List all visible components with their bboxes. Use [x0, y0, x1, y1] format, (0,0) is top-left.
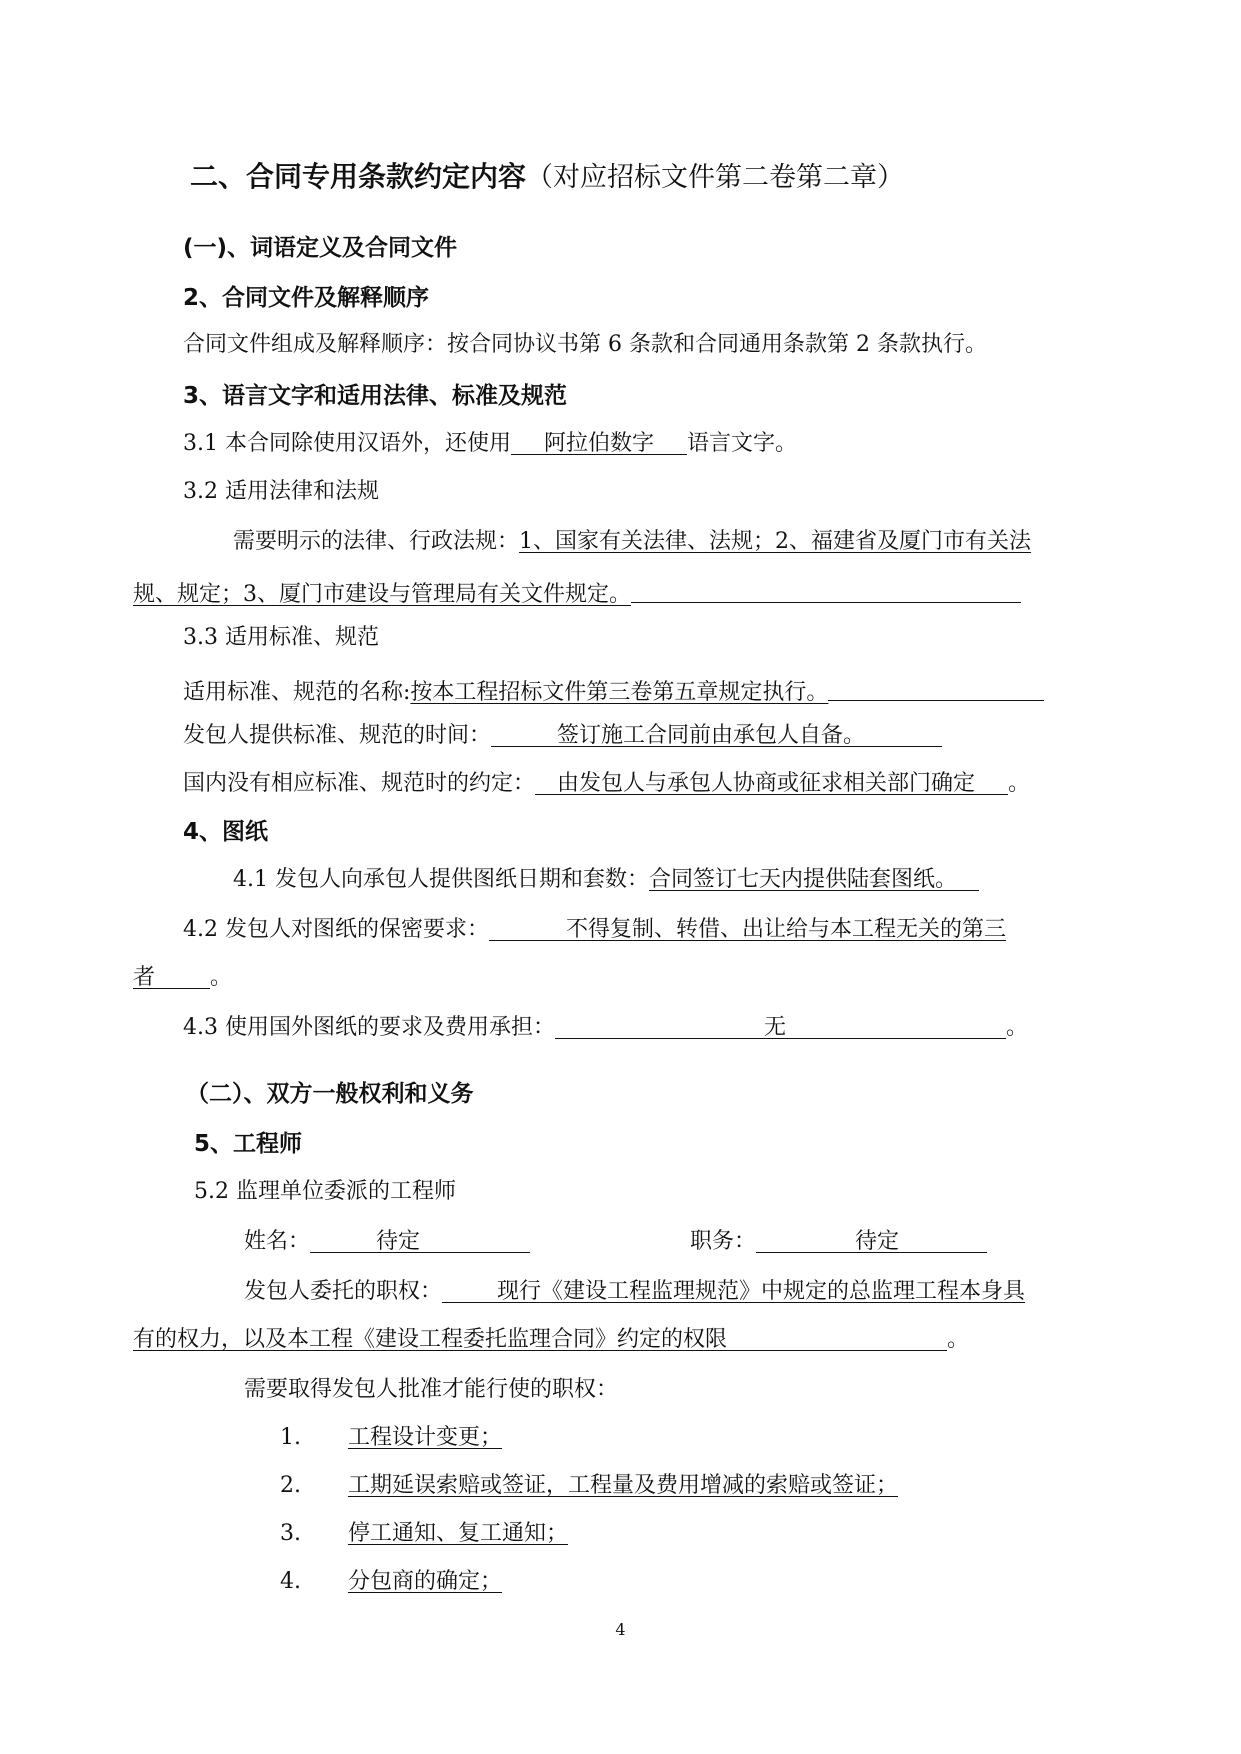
page-number: 4	[615, 1620, 626, 1639]
clause-4-heading: 4、图纸	[183, 819, 269, 845]
clause-5-2: 5.2 监理单位委派的工程师	[194, 1179, 456, 1204]
list-item	[280, 1568, 502, 1596]
clause-3-3-none	[183, 770, 1030, 798]
authority-end: 。	[947, 1327, 970, 1352]
clause-3-1	[183, 430, 797, 458]
clause-4-3-label: 4.3 使用国外图纸的要求及费用承担：	[183, 1015, 555, 1040]
authority-label: 发包人委托的职权：	[244, 1279, 443, 1304]
clause-4-2-cont	[133, 964, 232, 992]
clause-3-3-time-label: 发包人提供标准、规范的时间：	[183, 723, 492, 748]
list-item-text: 工期延误索赔或签证，工程量及费用增减的索赔或签证；	[348, 1473, 899, 1498]
clause-4-3-value: 无	[763, 1015, 786, 1040]
engineer-name-row	[244, 1228, 530, 1256]
clause-3-1-end: 语言文字。	[687, 431, 798, 456]
clause-3-3-none-value: 由发包人与承包人协商或征求相关部门确定	[557, 771, 976, 796]
clause-2-text: 合同文件组成及解释顺序：按合同协议书第 6 条款和合同通用条款第 2 条款执行。	[183, 332, 987, 357]
clause-3-3-none-end: 。	[1008, 771, 1031, 796]
clause-4-1-value: 合同签订七天内提供陆套图纸。	[648, 867, 957, 892]
clause-4-2-value-2: 者	[133, 965, 156, 990]
title-paren: （对应招标文件第二卷第二章）	[526, 162, 905, 193]
list-item-number: 1.	[280, 1425, 301, 1450]
blank-line	[631, 578, 1021, 603]
clause-4-1-label: 4.1 发包人向承包人提供图纸日期和套数：	[233, 867, 649, 892]
engineer-position-row	[690, 1228, 987, 1256]
clause-3-2: 3.2 适用法律和法规	[183, 479, 379, 504]
clause-4-2	[183, 916, 1006, 944]
authority-value-1: 现行《建设工程监理规范》中规定的总监理工程本身具	[497, 1279, 1026, 1304]
authority-value-2: 有的权力，以及本工程《建设工程委托监理合同》约定的权限	[133, 1327, 728, 1352]
clause-3-2-value-1: 1、国家有关法律、法规；2、福建省及厦门市有关法	[519, 529, 1032, 554]
clause-3-3-none-label: 国内没有相应标准、规范时的约定：	[183, 771, 536, 796]
list-item-text: 工程设计变更；	[348, 1425, 503, 1450]
section-1-heading: (一)、词语定义及合同文件	[183, 235, 458, 261]
list-item	[280, 1424, 502, 1452]
blank-line	[828, 676, 1044, 701]
clause-3-1-value: 阿拉伯数字	[543, 431, 654, 456]
engineer-position-value: 待定	[855, 1229, 900, 1254]
authority-row-cont	[133, 1326, 969, 1354]
clause-3-3-time	[183, 722, 942, 750]
list-item	[280, 1472, 898, 1500]
list-item-number: 4.	[280, 1569, 301, 1594]
clause-3-3-name-value: 按本工程招标文件第三卷第五章规定执行。	[410, 680, 829, 705]
list-item-number: 2.	[280, 1473, 301, 1498]
clause-3-2-laws-cont	[133, 576, 1021, 609]
approval-label: 需要取得发包人批准才能行使的职权：	[244, 1377, 619, 1402]
clause-4-3-end: 。	[1006, 1015, 1029, 1040]
clause-3-3: 3.3 适用标准、规范	[183, 625, 379, 650]
clause-3-2-value-2: 规、规定；3、厦门市建设与管理局有关文件规定。	[133, 582, 631, 607]
clause-4-1	[233, 866, 979, 894]
clause-5-heading: 5、工程师	[194, 1131, 303, 1157]
clause-3-heading: 3、语言文字和适用法律、标准及规范	[183, 383, 568, 409]
clause-3-2-laws	[233, 528, 1031, 556]
page-title	[190, 160, 904, 195]
clause-3-3-name-label: 适用标准、规范的名称:	[183, 680, 411, 705]
clause-3-2-label: 需要明示的法律、行政法规：	[233, 529, 520, 554]
list-item	[280, 1520, 568, 1548]
clause-4-2-value-1: 不得复制、转借、出让给与本工程无关的第三	[565, 917, 1006, 942]
engineer-position-label: 职务：	[690, 1229, 757, 1254]
clause-2-heading: 2、合同文件及解释顺序	[183, 285, 430, 311]
engineer-name-value: 待定	[376, 1229, 421, 1254]
authority-row	[244, 1278, 1025, 1306]
title-main: 二、合同专用条款约定内容	[190, 160, 527, 193]
clause-3-3-name	[183, 674, 1044, 707]
list-item-number: 3.	[280, 1521, 301, 1546]
list-item-text: 分包商的确定；	[348, 1569, 503, 1594]
list-item-text: 停工通知、复工通知；	[348, 1521, 569, 1546]
section-2-heading: （二）、双方一般权利和义务	[186, 1081, 474, 1107]
clause-4-2-label: 4.2 发包人对图纸的保密要求：	[183, 917, 489, 942]
clause-3-1-label: 3.1 本合同除使用汉语外，还使用	[183, 431, 511, 456]
clause-4-2-end: 。	[210, 965, 233, 990]
clause-3-3-time-value: 签订施工合同前由承包人自备。	[557, 723, 866, 748]
clause-4-3	[183, 1014, 1028, 1042]
engineer-name-label: 姓名：	[244, 1229, 311, 1254]
